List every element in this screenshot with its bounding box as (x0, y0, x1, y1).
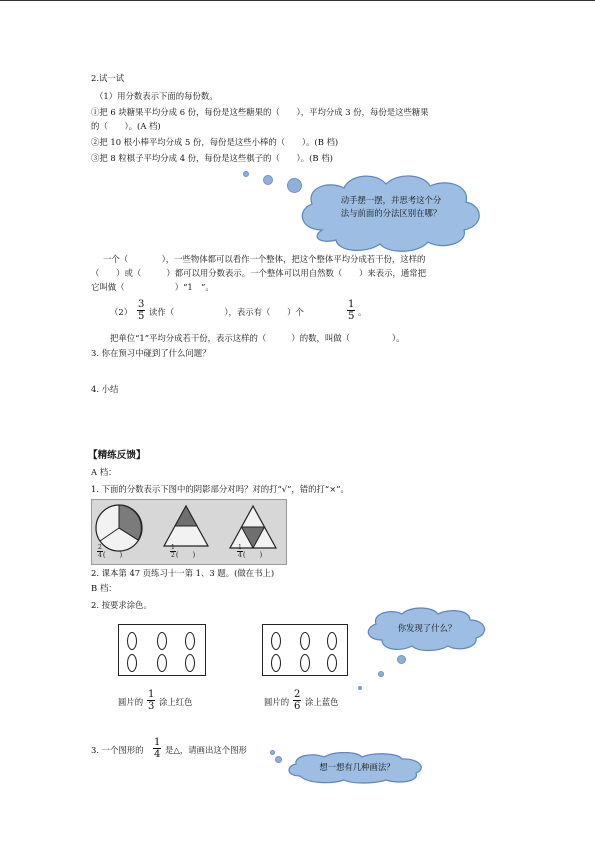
numerator: 1 (154, 737, 161, 748)
denominator: 4 (238, 552, 242, 559)
question-2-prefix: （2） (110, 307, 133, 317)
caption-red-prefix: 圆片的 (118, 697, 144, 707)
fraction-two-sixths (293, 689, 301, 712)
level-a-label: A 档： (91, 467, 117, 477)
paragraph-line-2: （ ）或（ ）都可以用分数表示。一个整体可以用自然数（ ）来表示，通常把 (91, 268, 426, 278)
denominator: 4 (154, 749, 161, 760)
item-1-line-a: ①把 6 块糖果平均分成 6 份，每份是这些糖果的（ ），平均分成 3 份，每份是这些糖果 (91, 107, 429, 117)
item-2: ②把 10 根小棒平均分成 5 份，每份是这些小棒的（ ）。(B 档) (91, 137, 339, 147)
thought-dot (243, 171, 249, 177)
denominator: 5 (138, 311, 145, 322)
fraction-one-third (147, 689, 155, 712)
numerator: 2 (294, 689, 301, 700)
cloud-2-text: 你发现了什么？ (397, 623, 457, 633)
label-fraction (170, 544, 176, 559)
numerator: 2 (98, 544, 102, 551)
label-blank: ( ) (102, 551, 123, 559)
summary-heading: 4. 小结 (91, 384, 119, 394)
paragraph-line-3: 它叫做（ ）“1 ”。 (91, 282, 214, 292)
denominator: 2 (171, 552, 175, 559)
thought-dot (397, 655, 406, 664)
oval-piece[interactable] (300, 632, 310, 650)
cloud-3-text: 想一想有几种画法？ (319, 762, 395, 772)
fraction-one-quarter (153, 737, 161, 760)
question-2-text: 读作（ ），表示有（ ）个 (149, 307, 304, 317)
label-fraction (237, 544, 243, 559)
level-b-label: B 档： (91, 583, 117, 593)
photo-label-2 (170, 544, 195, 559)
oval-piece[interactable] (271, 632, 281, 650)
feedback-title: 【精练反馈】 (88, 450, 146, 461)
oval-box-blue (262, 624, 348, 676)
cloud-1-line-2: 法与前面的分法区别在哪？ (340, 208, 442, 218)
denominator: 6 (294, 701, 301, 712)
denominator: 5 (348, 311, 355, 322)
exercise-b3-prefix: 3. 一个图形的 (91, 745, 144, 755)
photo-label-3 (237, 544, 262, 559)
label-blank: ( ) (242, 551, 263, 559)
cloud-1-line-1: 动手摆一摆，并思考这个分 (340, 195, 442, 205)
thought-dot (378, 671, 384, 677)
oval-piece[interactable] (185, 654, 195, 672)
paragraph-line-1: 一个（ ），一些物体都可以看作一个整体，把这个整体平均分成若干份，这样的 (103, 254, 426, 264)
numerator: 1 (148, 689, 155, 700)
oval-piece[interactable] (327, 632, 337, 650)
question-1-heading: （1）用分数表示下面的每份数。 (95, 91, 218, 101)
oval-piece[interactable] (185, 632, 195, 650)
thought-dot (263, 175, 273, 185)
oval-piece[interactable] (127, 632, 137, 650)
top-border-line (0, 0, 595, 1)
oval-piece[interactable] (327, 654, 337, 672)
caption-blue-prefix: 圆片的 (264, 697, 290, 707)
exercise-a1: 1. 下面的分数表示下图中的阴影部分对吗？对的打“√”，错的打“×”。 (91, 484, 349, 494)
oval-piece[interactable] (300, 654, 310, 672)
label-fraction (97, 544, 103, 559)
oval-piece[interactable] (157, 632, 167, 650)
fraction-three-fifths (137, 299, 145, 322)
exercise-a2: 2. 课本第 47 页练习十一第 1、3 题。(做在书上) (91, 568, 275, 578)
thought-dot (275, 756, 282, 763)
caption-blue-suffix: 涂上蓝色 (305, 697, 339, 707)
item-3: ③把 8 粒棋子平均分成 4 份，每份是这些棋子的（ ）。(B 档) (91, 153, 333, 163)
question-2-line-2: 把单位“1”平均分成若干份，表示这样的（ ）的数，叫做（ ）。 (110, 333, 405, 343)
oval-piece[interactable] (127, 654, 137, 672)
oval-piece[interactable] (271, 654, 281, 672)
exercise-b3-suffix: 是△，请画出这个图形 (165, 745, 247, 755)
exercise-b2: 2. 按要求涂色。 (91, 600, 152, 610)
oval-piece[interactable] (157, 654, 167, 672)
triangle-shaded-part (175, 506, 197, 526)
thought-cloud-2 (362, 606, 492, 652)
numerator: 1 (348, 299, 355, 310)
oval-box-red (118, 624, 206, 676)
denominator: 4 (98, 552, 102, 559)
thought-dot (358, 686, 362, 690)
label-blank: ( ) (175, 551, 196, 559)
question-2-end: 。 (358, 307, 367, 317)
photo-label-1 (97, 544, 122, 559)
fraction-one-fifth (347, 299, 355, 322)
thought-cloud-3 (282, 752, 432, 784)
thought-cloud-1 (292, 170, 490, 256)
numerator: 3 (138, 299, 145, 310)
shaded-figures-photo (91, 499, 287, 565)
numerator: 1 (238, 544, 242, 551)
item-1-line-b: 的（ ）。(A 档) (91, 121, 161, 131)
section-2-title: 2.试一试 (91, 73, 125, 83)
question-3: 3. 你在预习中碰到了什么问题？ (91, 348, 211, 358)
numerator: 1 (171, 544, 175, 551)
caption-red-suffix: 涂上红色 (159, 697, 193, 707)
thought-dot (270, 750, 275, 755)
denominator: 3 (148, 701, 155, 712)
